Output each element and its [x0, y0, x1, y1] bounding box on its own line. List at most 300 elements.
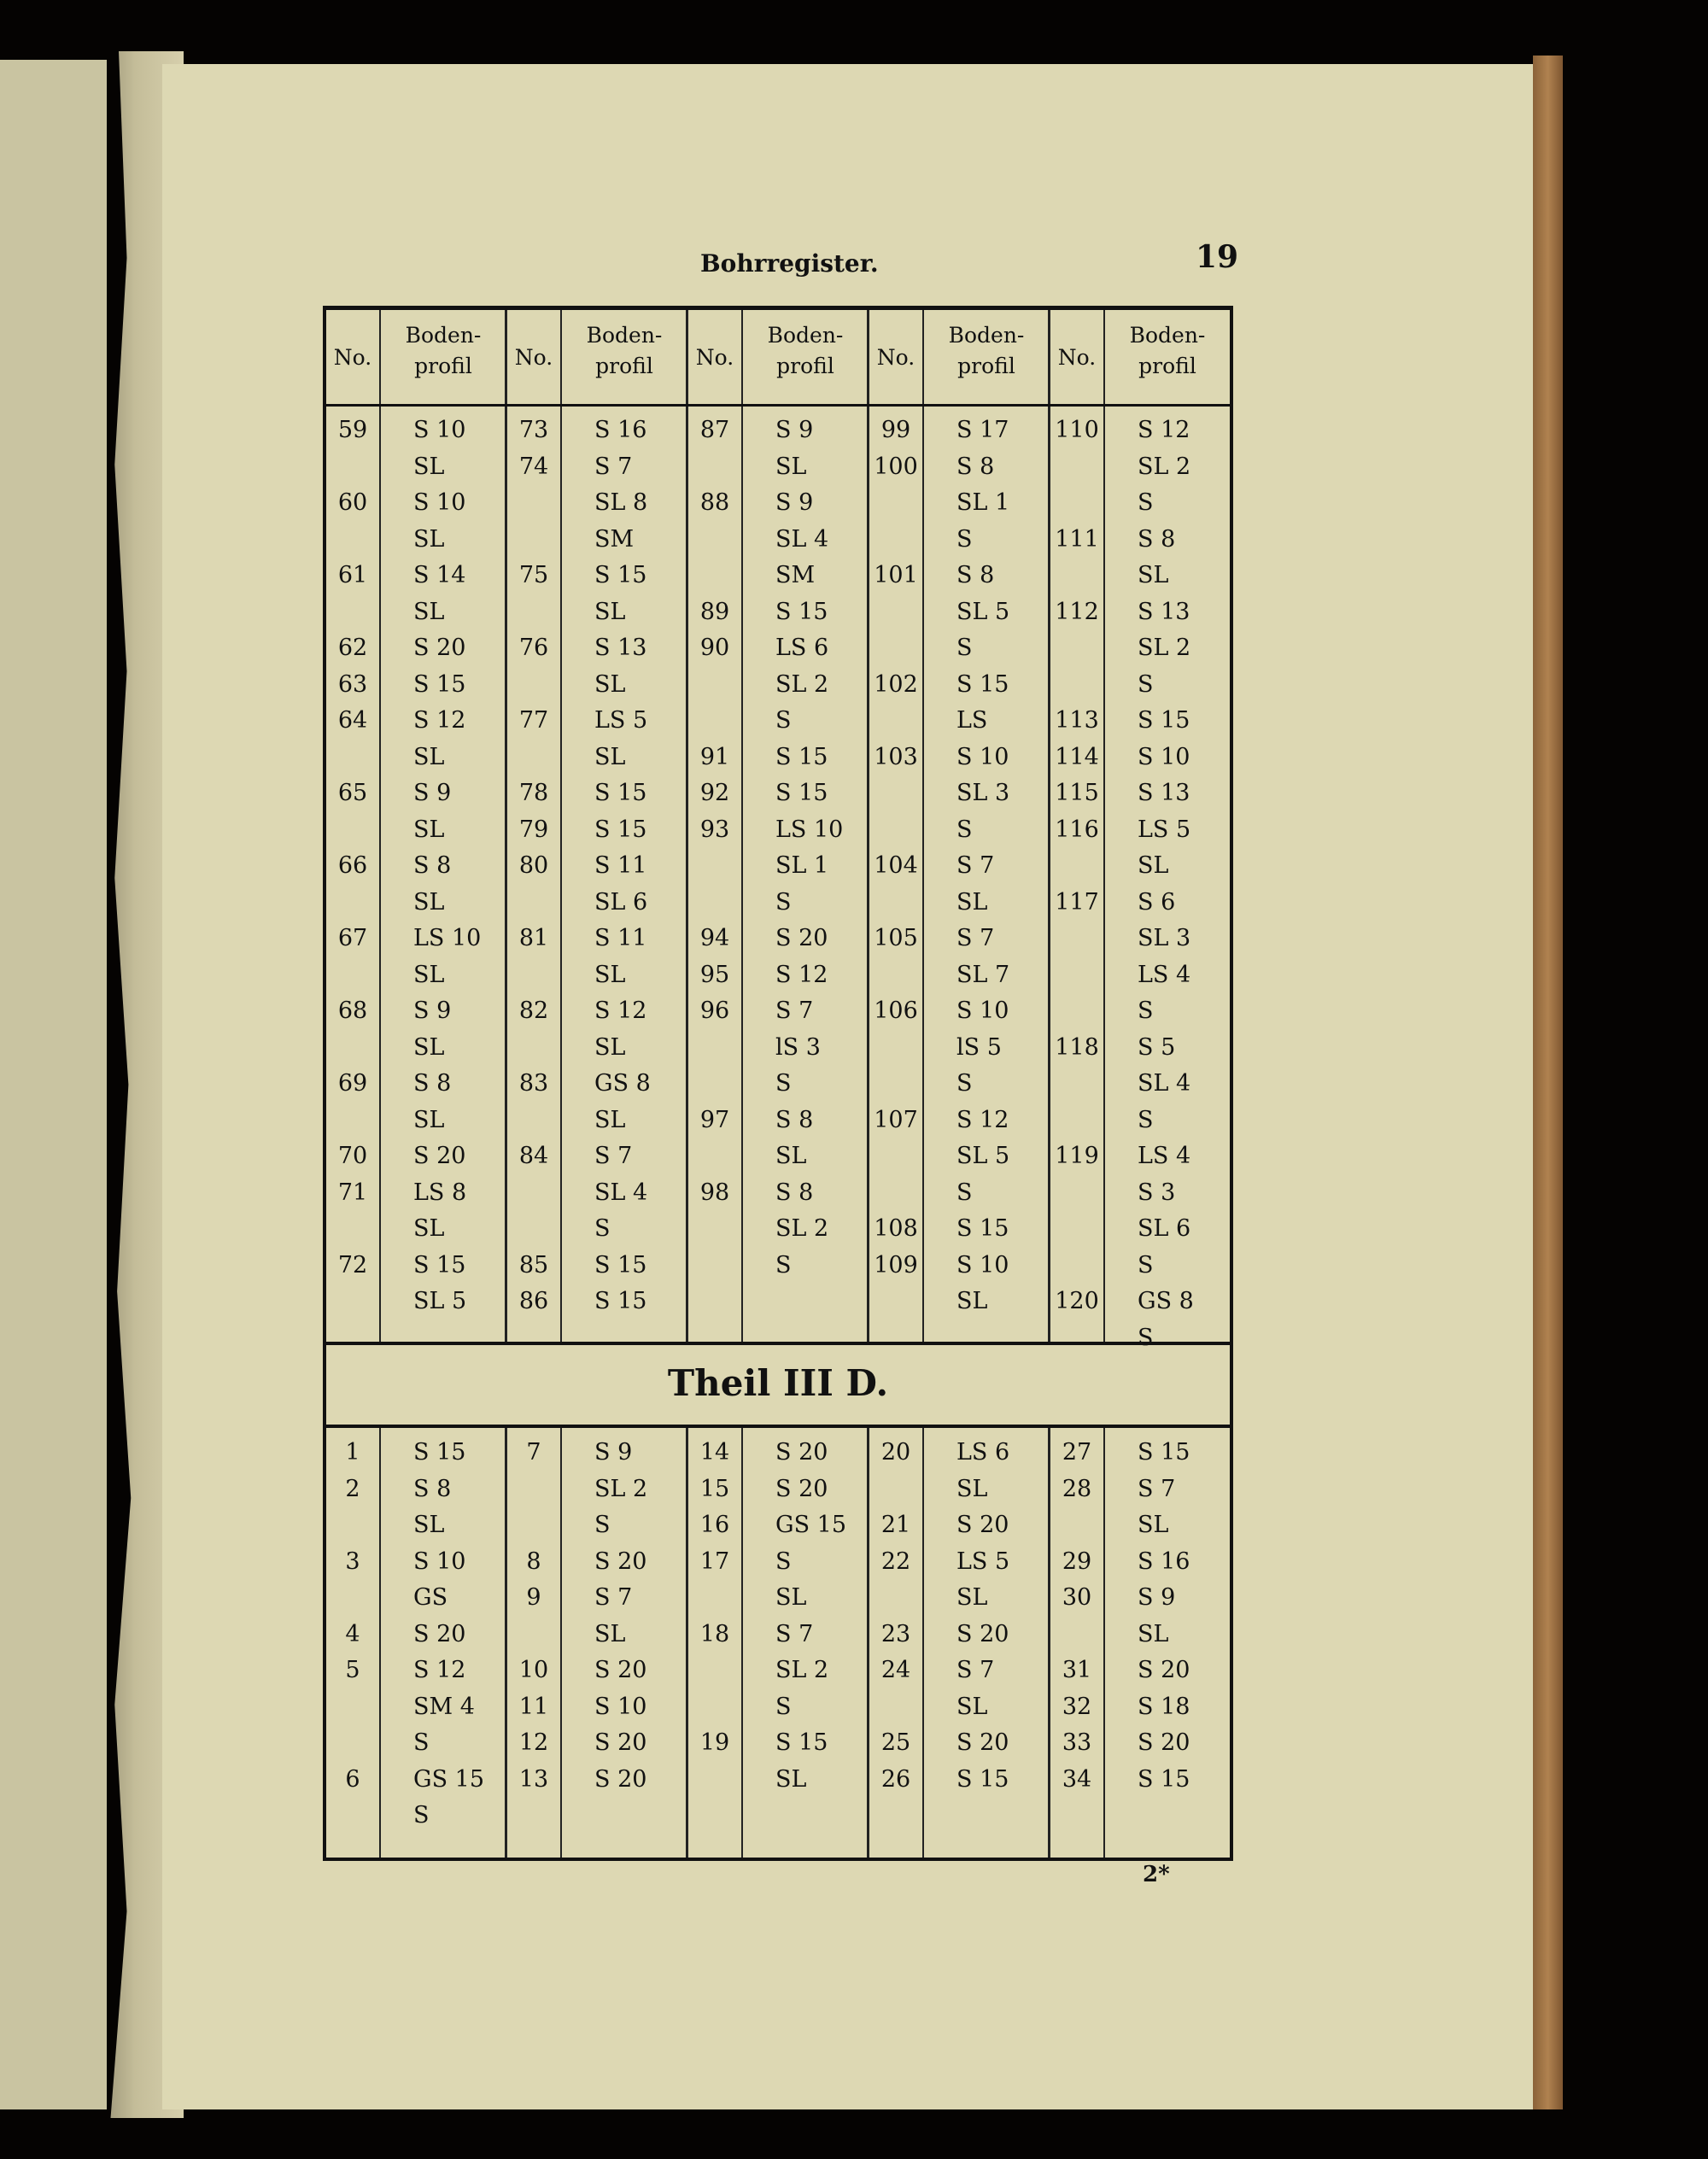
row-number: 99 [880, 417, 911, 443]
soil-profile-entry: S 16 [594, 417, 647, 443]
row-number: 23 [880, 1620, 911, 1647]
column-header-no: No. [876, 345, 915, 370]
column-divider [379, 310, 381, 1342]
row-number: 60 [337, 489, 368, 516]
soil-profile-entry: LS 10 [775, 816, 844, 843]
row-number: 95 [699, 961, 730, 988]
soil-profile-entry: LS 4 [1138, 961, 1191, 988]
row-number: 64 [337, 707, 368, 734]
section-rule-top [326, 1342, 1230, 1345]
soil-profile-entry: S 15 [594, 816, 647, 843]
soil-profile-entry: SL [1138, 1512, 1169, 1538]
soil-profile-entry: S 9 [594, 1439, 633, 1466]
row-number: 119 [1055, 1143, 1099, 1169]
soil-profile-entry: S 10 [413, 489, 466, 516]
row-number: 100 [874, 453, 918, 480]
soil-profile-entry: SL [413, 888, 445, 916]
row-number: 12 [518, 1729, 549, 1756]
soil-profile-entry: SL [413, 1106, 445, 1133]
soil-profile-entry: S [594, 1215, 611, 1242]
row-number: 29 [1062, 1548, 1092, 1575]
soil-profile-entry: SL [594, 1620, 626, 1647]
soil-profile-entry: S [775, 707, 792, 734]
row-number: 74 [518, 453, 549, 480]
row-number: 77 [518, 707, 549, 734]
row-number: 72 [337, 1251, 368, 1278]
soil-profile-entry: S 8 [956, 562, 995, 588]
row-number: 62 [337, 635, 368, 661]
row-number: 13 [518, 1765, 549, 1793]
column-divider [560, 310, 562, 1342]
soil-profile-entry: S 7 [956, 852, 995, 879]
soil-profile-entry: S 12 [956, 1106, 1009, 1133]
soil-profile-entry: SL [1138, 852, 1169, 879]
row-number: 73 [518, 417, 549, 443]
row-number: 114 [1055, 743, 1099, 770]
row-number: 111 [1055, 525, 1099, 553]
soil-profile-entry: S [956, 1070, 973, 1097]
row-number: 19 [699, 1729, 730, 1756]
row-number: 16 [699, 1512, 730, 1538]
soil-profile-entry: S 7 [956, 925, 995, 951]
row-number: 63 [337, 670, 368, 698]
soil-profile-entry: GS 15 [413, 1765, 485, 1793]
soil-profile-entry: S 8 [956, 453, 995, 480]
row-number: 22 [880, 1548, 911, 1575]
row-number: 76 [518, 635, 549, 661]
soil-profile-entry: S 15 [1138, 707, 1190, 734]
soil-profile-entry: SL 3 [956, 780, 1010, 806]
soil-profile-entry: S 8 [413, 852, 452, 879]
soil-profile-entry: GS 8 [594, 1070, 651, 1097]
soil-profile-entry: SL [594, 1106, 626, 1133]
soil-profile-entry: S 7 [956, 1657, 995, 1683]
soil-profile-entry: S [594, 1512, 611, 1538]
row-number: 117 [1055, 888, 1099, 916]
column-header-no: No. [695, 345, 734, 370]
column-header-no: No. [514, 345, 553, 370]
column-header-no: No. [333, 345, 372, 370]
soil-profile-entry: S [1138, 489, 1154, 516]
row-number: 9 [526, 1584, 541, 1611]
soil-profile-entry: S 15 [594, 1251, 647, 1278]
soil-profile-entry: S [1138, 1324, 1154, 1351]
soil-profile-entry: S 14 [413, 562, 466, 588]
column-header-bodenprofil: Boden- profil [948, 323, 1025, 378]
soil-profile-entry: SL 2 [775, 1657, 829, 1683]
soil-profile-entry: S 12 [775, 961, 828, 988]
soil-profile-entry: lS 3 [775, 1033, 821, 1061]
soil-profile-entry: S 12 [1138, 417, 1190, 443]
column-divider [1103, 1425, 1105, 1858]
signature-mark: 2* [1143, 1862, 1170, 1887]
row-number: 112 [1055, 598, 1099, 625]
soil-profile-entry: S 20 [413, 1143, 466, 1169]
soil-profile-entry: SM [775, 562, 816, 588]
soil-profile-entry: SL 3 [1138, 925, 1191, 951]
section-title: Theil III D. [667, 1362, 889, 1404]
soil-profile-entry: SL [775, 1584, 807, 1611]
soil-profile-entry: S 15 [1138, 1765, 1190, 1793]
column-divider [560, 1425, 562, 1858]
soil-profile-entry: S 9 [775, 417, 814, 443]
row-number: 27 [1062, 1439, 1092, 1466]
column-divider [1103, 310, 1105, 1342]
soil-profile-entry: SL 4 [1138, 1070, 1191, 1097]
soil-profile-entry: S [956, 816, 973, 843]
soil-profile-entry: S [956, 525, 973, 553]
soil-profile-entry: S [413, 1802, 430, 1828]
column-divider [505, 1425, 507, 1858]
row-number: 113 [1055, 707, 1099, 734]
row-number: 110 [1055, 417, 1099, 443]
soil-profile-entry: S 15 [413, 1251, 466, 1278]
soil-profile-entry: SL [1138, 1620, 1169, 1647]
soil-profile-entry: S 8 [775, 1179, 814, 1206]
soil-profile-entry: S 9 [413, 780, 452, 806]
soil-profile-entry: S 8 [1138, 525, 1176, 553]
row-number: 82 [518, 998, 549, 1024]
soil-profile-entry: S [1138, 1106, 1154, 1133]
soil-profile-entry: S [1138, 670, 1154, 698]
row-number: 79 [518, 816, 549, 843]
soil-profile-entry: SL [775, 1765, 807, 1793]
soil-profile-entry: S 6 [1138, 888, 1176, 916]
row-number: 94 [699, 925, 730, 951]
soil-profile-entry: SL 4 [594, 1179, 648, 1206]
soil-profile-entry: GS [413, 1584, 448, 1611]
soil-profile-entry: S [1138, 1251, 1154, 1278]
soil-profile-entry: SL [956, 1693, 988, 1720]
row-number: 31 [1062, 1657, 1092, 1683]
row-number: 120 [1055, 1288, 1099, 1314]
soil-profile-entry: SL 6 [594, 888, 648, 916]
soil-profile-entry: SM [594, 525, 635, 553]
row-number: 98 [699, 1179, 730, 1206]
row-number: 108 [874, 1215, 918, 1242]
row-number: 10 [518, 1657, 549, 1683]
soil-profile-entry: SL [775, 453, 807, 480]
row-number: 68 [337, 998, 368, 1024]
soil-profile-entry: S 20 [413, 635, 466, 661]
row-number: 80 [518, 852, 549, 879]
soil-profile-entry: SL 5 [413, 1288, 467, 1314]
row-number: 25 [880, 1729, 911, 1756]
soil-profile-entry: S 13 [1138, 598, 1190, 625]
soil-profile-entry: S 10 [956, 1251, 1009, 1278]
page-number: 19 [1196, 239, 1239, 275]
row-number: 84 [518, 1143, 549, 1169]
column-header-bodenprofil: Boden- profil [767, 323, 844, 378]
soil-profile-entry: S 20 [1138, 1657, 1190, 1683]
row-number: 85 [518, 1251, 549, 1278]
soil-profile-entry: LS 4 [1138, 1143, 1191, 1169]
row-number: 87 [699, 417, 730, 443]
soil-profile-entry: S 5 [1138, 1033, 1176, 1061]
soil-profile-entry: LS 5 [1138, 816, 1191, 843]
soil-profile-entry: S 8 [775, 1106, 814, 1133]
row-number: 61 [337, 562, 368, 588]
soil-profile-entry: S 20 [594, 1657, 647, 1683]
soil-profile-entry: S 15 [594, 780, 647, 806]
soil-profile-entry: SL [956, 1584, 988, 1611]
soil-profile-entry: S 20 [1138, 1729, 1190, 1756]
book-edge [1533, 56, 1563, 2109]
soil-profile-entry: S 15 [413, 1439, 466, 1466]
soil-profile-entry: S 10 [413, 1548, 466, 1575]
row-number: 11 [518, 1693, 549, 1720]
soil-profile-entry: S 9 [413, 998, 452, 1024]
row-number: 109 [874, 1251, 918, 1278]
soil-profile-entry: SL 1 [956, 489, 1010, 516]
soil-profile-entry: SL [413, 598, 445, 625]
row-number: 69 [337, 1070, 368, 1097]
soil-profile-entry: S 20 [775, 1475, 828, 1502]
soil-profile-entry: S 15 [413, 670, 466, 698]
row-number: 102 [874, 670, 918, 698]
soil-profile-entry: S 10 [956, 998, 1009, 1024]
bore-register-table [323, 306, 1233, 1861]
row-number: 75 [518, 562, 549, 588]
row-number: 90 [699, 635, 730, 661]
running-header: Bohrregister. [700, 249, 879, 278]
soil-profile-entry: GS 8 [1138, 1288, 1194, 1314]
soil-profile-entry: GS 15 [775, 1512, 847, 1538]
soil-profile-entry: S 10 [1138, 743, 1190, 770]
row-number: 91 [699, 743, 730, 770]
soil-profile-entry: S 11 [594, 852, 647, 879]
soil-profile-entry: S 13 [1138, 780, 1190, 806]
row-number: 18 [699, 1620, 730, 1647]
column-divider [922, 1425, 924, 1858]
row-number: 67 [337, 925, 368, 951]
soil-profile-entry: SL 1 [775, 852, 829, 879]
soil-profile-entry: S 8 [413, 1475, 452, 1502]
soil-profile-entry: SL 7 [956, 961, 1010, 988]
soil-profile-entry: S 15 [775, 598, 828, 625]
soil-profile-entry: S 7 [594, 1584, 633, 1611]
soil-profile-entry: S 7 [775, 998, 814, 1024]
row-number: 15 [699, 1475, 730, 1502]
row-number: 96 [699, 998, 730, 1024]
soil-profile-entry: S 12 [413, 1657, 466, 1683]
soil-profile-entry: S [775, 1251, 792, 1278]
soil-profile-entry: LS [956, 707, 988, 734]
row-number: 107 [874, 1106, 918, 1133]
soil-profile-entry: S 16 [1138, 1548, 1190, 1575]
soil-profile-entry: S 13 [594, 635, 647, 661]
soil-profile-entry: S 20 [775, 925, 828, 951]
soil-profile-entry: S 9 [1138, 1584, 1176, 1611]
soil-profile-entry: S 20 [775, 1439, 828, 1466]
row-number: 8 [526, 1548, 541, 1575]
soil-profile-entry: LS 8 [413, 1179, 467, 1206]
row-number: 86 [518, 1288, 549, 1314]
soil-profile-entry: SL 2 [775, 1215, 829, 1242]
soil-profile-entry: S 7 [775, 1620, 814, 1647]
soil-profile-entry: S 15 [956, 1215, 1009, 1242]
row-number: 71 [337, 1179, 368, 1206]
column-header-bodenprofil: Boden- profil [405, 323, 482, 378]
column-divider [741, 1425, 743, 1858]
row-number: 24 [880, 1657, 911, 1683]
row-number: 14 [699, 1439, 730, 1466]
section-rule-bottom [326, 1425, 1230, 1428]
soil-profile-entry: S [956, 635, 973, 661]
soil-profile-entry: S 15 [775, 743, 828, 770]
soil-profile-entry: SL 4 [775, 525, 829, 553]
soil-profile-entry: LS 6 [775, 635, 829, 661]
soil-profile-entry: S 11 [594, 925, 647, 951]
row-number: 65 [337, 780, 368, 806]
row-number: 115 [1055, 780, 1099, 806]
row-number: 81 [518, 925, 549, 951]
soil-profile-entry: S 15 [775, 780, 828, 806]
soil-profile-entry: S [775, 1070, 792, 1097]
soil-profile-entry: S [775, 888, 792, 916]
soil-profile-entry: S [775, 1548, 792, 1575]
row-number: 28 [1062, 1475, 1092, 1502]
column-divider [741, 310, 743, 1342]
row-number: 70 [337, 1143, 368, 1169]
row-number: 34 [1062, 1765, 1092, 1793]
soil-profile-entry: S 3 [1138, 1179, 1176, 1206]
soil-profile-entry: S 9 [775, 489, 814, 516]
soil-profile-entry: S 17 [956, 417, 1009, 443]
row-number: 3 [345, 1548, 360, 1575]
soil-profile-entry: S 20 [956, 1729, 1009, 1756]
soil-profile-entry: SL [775, 1143, 807, 1169]
soil-profile-entry: S 18 [1138, 1693, 1190, 1720]
soil-profile-entry: S 7 [594, 1143, 633, 1169]
soil-profile-entry: lS 5 [956, 1033, 1002, 1061]
row-number: 5 [345, 1657, 360, 1683]
soil-profile-entry: S 15 [775, 1729, 828, 1756]
soil-profile-entry: S 7 [1138, 1475, 1176, 1502]
row-number: 7 [526, 1439, 541, 1466]
column-header-no: No. [1057, 345, 1097, 370]
row-number: 89 [699, 598, 730, 625]
left-page-edge [0, 60, 107, 2109]
soil-profile-entry: SL [413, 961, 445, 988]
row-number: 66 [337, 852, 368, 879]
row-number: 17 [699, 1548, 730, 1575]
soil-profile-entry: S 20 [413, 1620, 466, 1647]
soil-profile-entry: SL [413, 1033, 445, 1061]
row-number: 30 [1062, 1584, 1092, 1611]
soil-profile-entry: SL 2 [775, 670, 829, 698]
soil-profile-entry: SL [413, 525, 445, 553]
soil-profile-entry: S [775, 1693, 792, 1720]
row-number: 101 [874, 562, 918, 588]
soil-profile-entry: S 12 [594, 998, 647, 1024]
row-number: 1 [345, 1439, 360, 1466]
soil-profile-entry: S 20 [594, 1765, 647, 1793]
soil-profile-entry: S 10 [413, 417, 466, 443]
soil-profile-entry: SL 5 [956, 598, 1010, 625]
soil-profile-entry: S 10 [956, 743, 1009, 770]
row-number: 97 [699, 1106, 730, 1133]
row-number: 93 [699, 816, 730, 843]
row-number: 118 [1055, 1033, 1099, 1061]
soil-profile-entry: SL 6 [1138, 1215, 1191, 1242]
soil-profile-entry: SL [594, 670, 626, 698]
soil-profile-entry: SL [413, 743, 445, 770]
soil-profile-entry: SM 4 [413, 1693, 475, 1720]
soil-profile-entry: S 15 [1138, 1439, 1190, 1466]
row-number: 6 [345, 1765, 360, 1793]
column-header-bodenprofil: Boden- profil [1129, 323, 1206, 378]
soil-profile-entry: S 20 [956, 1620, 1009, 1647]
header-rule [326, 404, 1230, 407]
row-number: 78 [518, 780, 549, 806]
soil-profile-entry: S 10 [594, 1693, 647, 1720]
soil-profile-entry: SL [413, 453, 445, 480]
row-number: 32 [1062, 1693, 1092, 1720]
soil-profile-entry: SL [594, 961, 626, 988]
soil-profile-entry: S 15 [594, 1288, 647, 1314]
soil-profile-entry: S [413, 1729, 430, 1756]
soil-profile-entry: SL [413, 1512, 445, 1538]
column-divider [922, 310, 924, 1342]
soil-profile-entry: SL 2 [1138, 635, 1191, 661]
soil-profile-entry: S 8 [413, 1070, 452, 1097]
row-number: 92 [699, 780, 730, 806]
soil-profile-entry: SL [413, 816, 445, 843]
soil-profile-entry: SL [594, 598, 626, 625]
row-number: 2 [345, 1475, 360, 1502]
column-header-bodenprofil: Boden- profil [586, 323, 663, 378]
soil-profile-entry: LS 10 [413, 925, 482, 951]
row-number: 88 [699, 489, 730, 516]
soil-profile-entry: SL [956, 1288, 988, 1314]
soil-profile-entry: SL [594, 1033, 626, 1061]
soil-profile-entry: S [956, 1179, 973, 1206]
soil-profile-entry: S [1138, 998, 1154, 1024]
row-number: 106 [874, 998, 918, 1024]
soil-profile-entry: LS 6 [956, 1439, 1010, 1466]
soil-profile-entry: S 15 [956, 1765, 1009, 1793]
soil-profile-entry: S 20 [956, 1512, 1009, 1538]
soil-profile-entry: S 20 [594, 1548, 647, 1575]
column-divider [379, 1425, 381, 1858]
soil-profile-entry: SL 5 [956, 1143, 1010, 1169]
soil-profile-entry: SL 8 [594, 489, 648, 516]
soil-profile-entry: S 15 [594, 562, 647, 588]
soil-profile-entry: S 20 [594, 1729, 647, 1756]
row-number: 26 [880, 1765, 911, 1793]
row-number: 4 [345, 1620, 360, 1647]
soil-profile-entry: SL [956, 1475, 988, 1502]
row-number: 33 [1062, 1729, 1092, 1756]
row-number: 83 [518, 1070, 549, 1097]
soil-profile-entry: S 7 [594, 453, 633, 480]
row-number: 105 [874, 925, 918, 951]
soil-profile-entry: SL [1138, 562, 1169, 588]
soil-profile-entry: SL [413, 1215, 445, 1242]
soil-profile-entry: LS 5 [956, 1548, 1010, 1575]
row-number: 21 [880, 1512, 911, 1538]
soil-profile-entry: LS 5 [594, 707, 648, 734]
soil-profile-entry: SL 2 [1138, 453, 1191, 480]
row-number: 116 [1055, 816, 1099, 843]
row-number: 59 [337, 417, 368, 443]
soil-profile-entry: SL [594, 743, 626, 770]
soil-profile-entry: S 12 [413, 707, 466, 734]
row-number: 103 [874, 743, 918, 770]
soil-profile-entry: SL 2 [594, 1475, 648, 1502]
row-number: 104 [874, 852, 918, 879]
